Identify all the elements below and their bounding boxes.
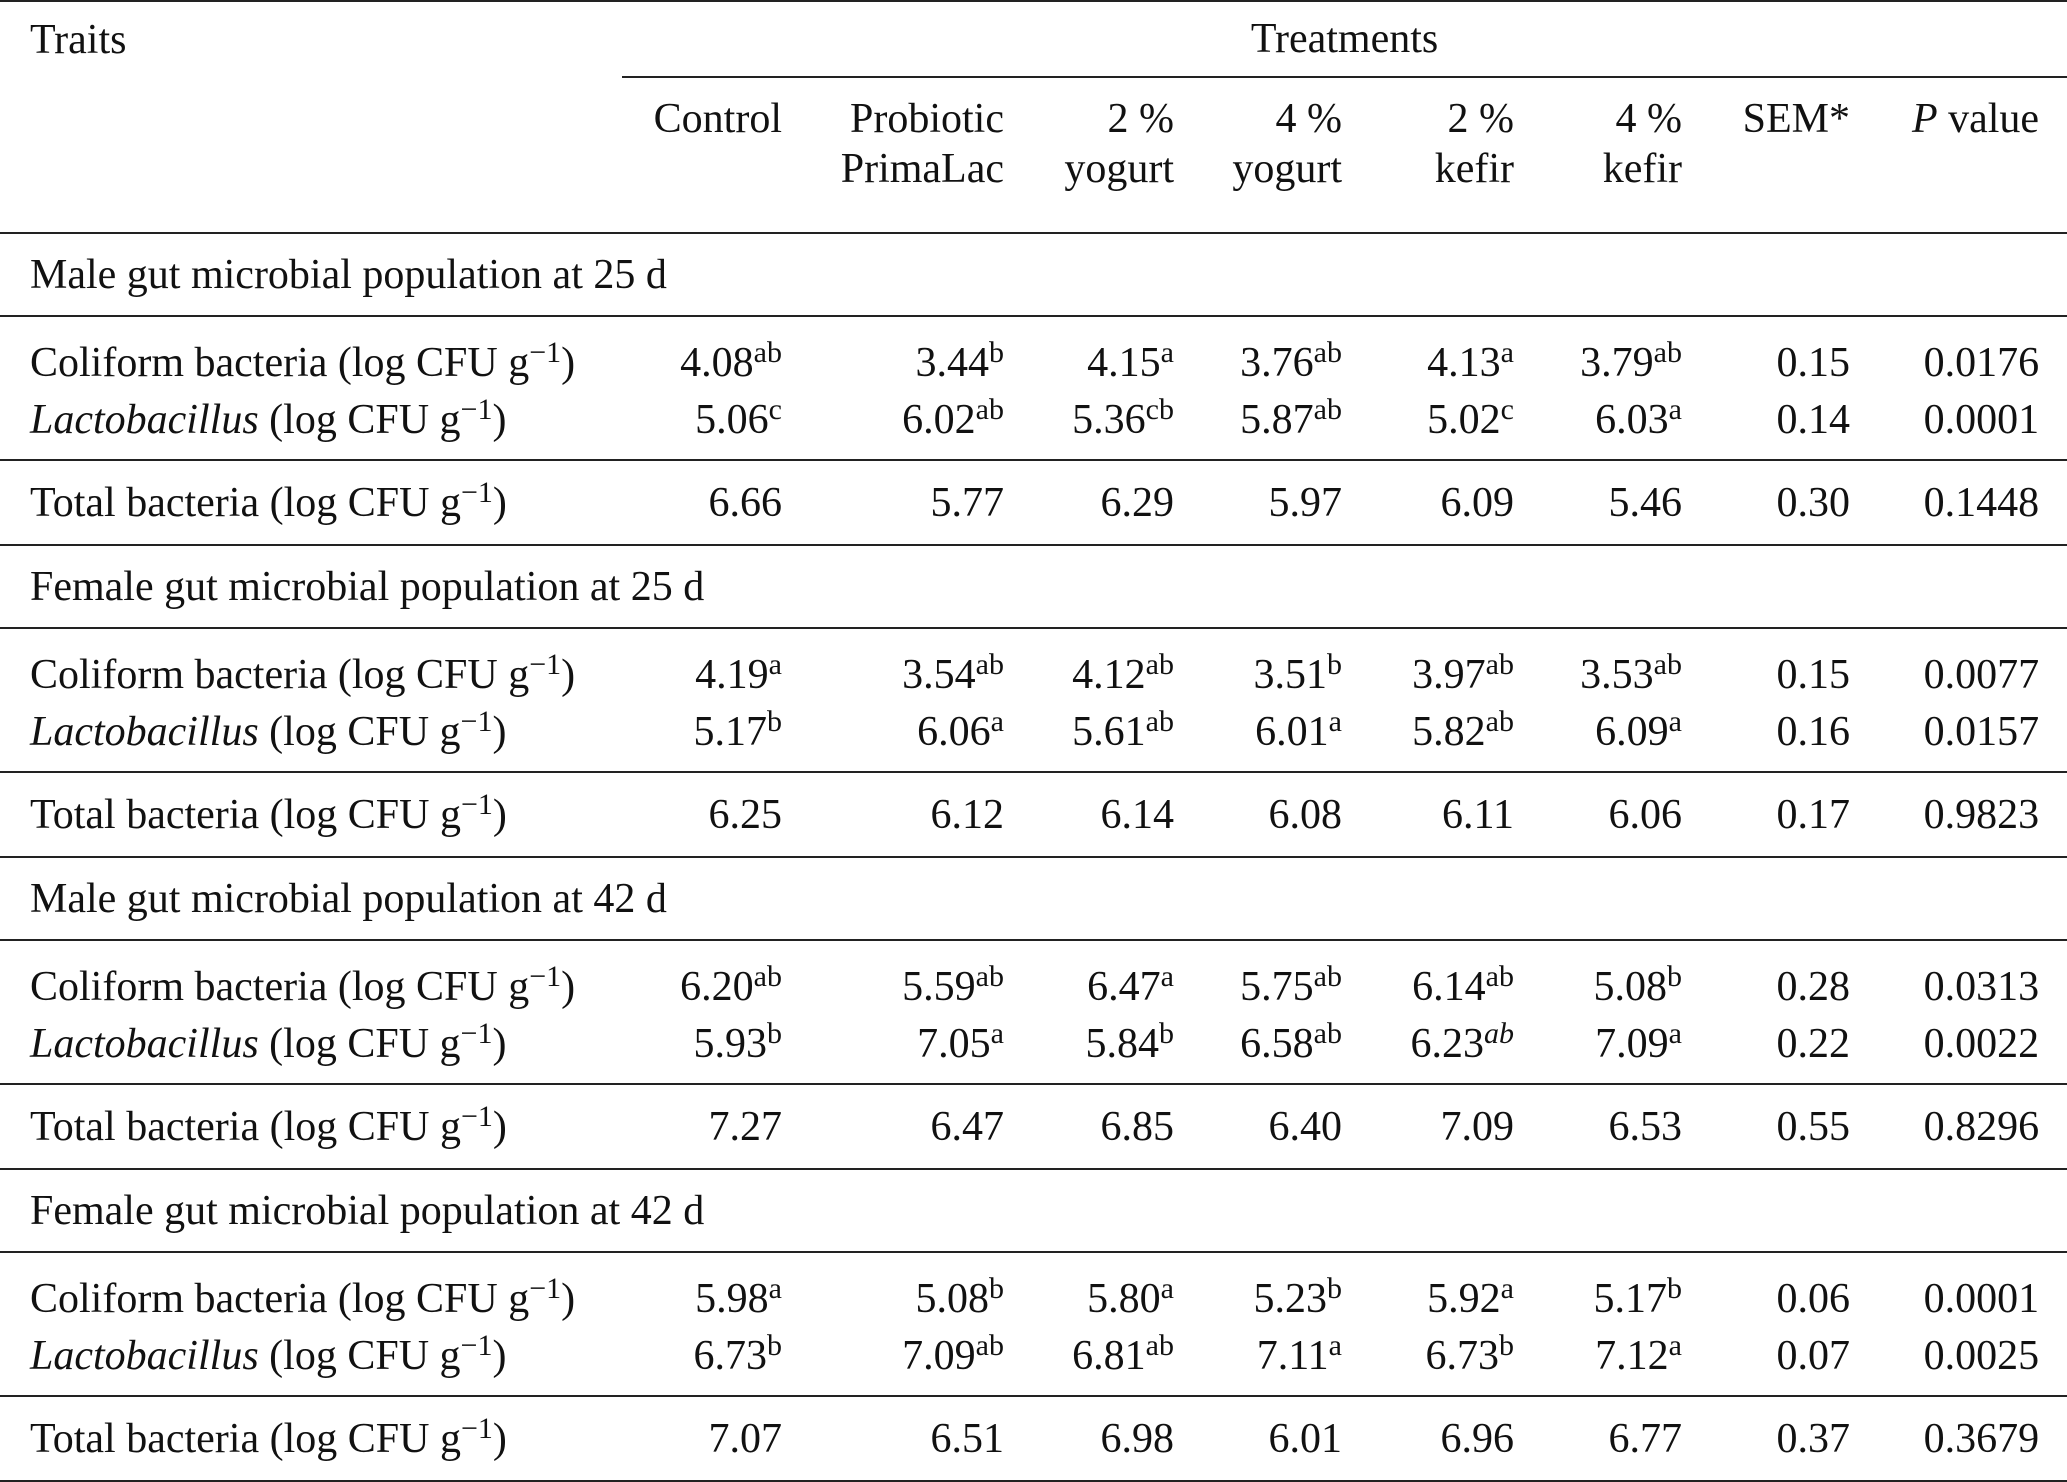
lactobacillus-value-cell: 6.09$^a$ [1595,705,1682,755]
table-row [0,1084,2067,1169]
lactobacillus-value-cell: 5.06$^c$ [695,393,782,443]
lactobacillus-value-cell: 0.0025 [1923,1333,2040,1379]
col-header-p-value: P value [1911,96,2040,142]
lactobacillus-trait-label: Lactobacillus (log CFU $g^{-1}$) [30,1017,507,1067]
table-row [0,772,2067,857]
section-title: Female gut microbial population at 25 d [30,563,705,610]
lactobacillus-value-cell: 5.87$^{ab}$ [1240,393,1342,443]
lactobacillus-value-cell: 0.22 [1776,1021,1850,1067]
lactobacillus-trait-label: Lactobacillus (log CFU $g^{-1}$) [30,1329,507,1379]
lactobacillus-value-cell: 5.61$^{ab}$ [1072,705,1174,755]
total-value-cell: 6.06 [1608,791,1682,838]
total-value-cell: 7.07 [708,1415,782,1462]
coliform-value-cell: 4.13$^a$ [1427,336,1514,386]
table-row [0,1396,2067,1481]
total-value-cell: 6.09 [1440,479,1514,526]
lactobacillus-value-cell: 7.09$^{ab}$ [902,1329,1004,1379]
coliform-value-cell: 5.75$^{ab}$ [1240,960,1342,1010]
coliform-value-cell: 5.92$^a$ [1427,1272,1514,1322]
total-value-cell: 0.9823 [1923,791,2040,838]
coliform-value-cell: 5.08$^b$ [1593,960,1682,1010]
total-value-cell: 5.77 [930,479,1004,526]
lactobacillus-value-cell: 0.0157 [1923,709,2040,755]
coliform-value-cell: 0.0001 [1923,1276,2040,1322]
coliform-value-cell: 3.54$^{ab}$ [902,648,1004,698]
coliform-value-cell: 0.15 [1776,340,1850,386]
total-trait-label: Total bacteria (log CFU $g^{-1}$) [30,787,507,838]
coliform-trait-label: Coliform bacteria (log CFU $g^{-1}$) [30,336,576,386]
section-title: Male gut microbial population at 25 d [30,251,667,298]
total-value-cell: 0.1448 [1923,479,2040,526]
coliform-value-cell: 4.12$^{ab}$ [1072,648,1174,698]
total-value-cell: 6.25 [708,791,782,838]
lactobacillus-value-cell: 6.01$^a$ [1255,705,1342,755]
coliform-value-cell: 6.47$^a$ [1087,960,1174,1010]
coliform-value-cell: 0.0176 [1923,340,2040,386]
total-value-cell: 6.66 [708,479,782,526]
lactobacillus-value-cell: 5.93$^b$ [693,1017,782,1067]
coliform-value-cell: 0.15 [1776,652,1850,698]
coliform-value-cell: 0.06 [1776,1276,1850,1322]
col-header-2-kefir: 2 % kefir [1434,96,1514,192]
table-row [0,707,2067,772]
col-header-probiotic: Probiotic PrimaLac [840,96,1004,192]
coliform-value-cell: 5.59$^{ab}$ [902,960,1004,1010]
coliform-value-cell: 3.79$^{ab}$ [1580,336,1682,386]
table-row [0,316,2067,395]
total-value-cell: 6.12 [930,791,1004,838]
table-row [0,395,2067,460]
treatments-header: Treatments [622,1,2067,77]
coliform-value-cell: 0.0313 [1923,964,2040,1010]
total-trait-label: Total bacteria (log CFU $g^{-1}$) [30,475,507,526]
lactobacillus-value-cell: 5.02$^c$ [1427,393,1514,443]
lactobacillus-value-cell: 5.84$^b$ [1085,1017,1174,1067]
lactobacillus-value-cell: 0.14 [1776,397,1850,443]
coliform-value-cell: 3.97$^{ab}$ [1412,648,1514,698]
lactobacillus-value-cell: 6.06$^a$ [917,705,1004,755]
col-header-2-yogurt: 2 % yogurt [1064,96,1174,192]
traits-header: Traits [30,16,127,63]
lactobacillus-value-cell: 7.12$^a$ [1595,1329,1682,1379]
lactobacillus-trait-label: Lactobacillus (log CFU $g^{-1}$) [30,705,507,755]
section-title: Female gut microbial population at 42 d [30,1187,705,1234]
coliform-value-cell: 4.19$^a$ [695,648,782,698]
total-value-cell: 6.98 [1100,1415,1174,1462]
total-value-cell: 7.09 [1440,1103,1514,1150]
total-value-cell: 5.46 [1608,479,1682,526]
coliform-value-cell: 4.08$^{ab}$ [680,336,782,386]
total-value-cell: 0.3679 [1923,1415,2040,1462]
lactobacillus-value-cell: 6.03$^a$ [1595,393,1682,443]
section-title: Male gut microbial population at 42 d [30,875,667,922]
lactobacillus-trait-label: Lactobacillus (log CFU $g^{-1}$) [30,393,507,443]
table-body [0,233,2067,1481]
total-value-cell: 6.77 [1608,1415,1682,1462]
coliform-value-cell: 0.0077 [1923,652,2040,698]
total-value-cell: 0.17 [1776,791,1850,838]
lactobacillus-value-cell: 7.11$^a$ [1256,1329,1342,1379]
lactobacillus-value-cell: 0.0022 [1923,1021,2040,1067]
coliform-value-cell: 0.28 [1776,964,1850,1010]
lactobacillus-value-cell: 5.82$^{ab}$ [1412,705,1514,755]
lactobacillus-value-cell: 6.81$^{ab}$ [1072,1329,1174,1379]
table-row [0,1019,2067,1084]
coliform-value-cell: 6.20$^{ab}$ [680,960,782,1010]
table-row [0,1252,2067,1331]
lactobacillus-value-cell: 6.58$^{ab}$ [1240,1017,1342,1067]
total-value-cell: 6.08 [1268,791,1342,838]
total-value-cell: 0.37 [1776,1415,1850,1462]
total-value-cell: 6.47 [930,1103,1004,1150]
coliform-value-cell: 5.98$^a$ [695,1272,782,1322]
total-value-cell: 6.96 [1440,1415,1514,1462]
lactobacillus-value-cell: 0.0001 [1923,397,2040,443]
col-header-4-yogurt: 4 % yogurt [1232,96,1342,192]
lactobacillus-value-cell: 0.16 [1776,709,1850,755]
total-value-cell: 7.27 [708,1103,782,1150]
total-value-cell: 6.51 [930,1415,1004,1462]
total-value-cell: 6.85 [1100,1103,1174,1150]
coliform-value-cell: 3.44$^b$ [915,336,1004,386]
total-value-cell: 6.53 [1608,1103,1682,1150]
coliform-value-cell: 4.15$^a$ [1087,336,1174,386]
total-value-cell: 6.14 [1100,791,1174,838]
lactobacillus-value-cell: 6.73$^b$ [1425,1329,1514,1379]
coliform-value-cell: 5.08$^b$ [915,1272,1004,1322]
coliform-trait-label: Coliform bacteria (log CFU $g^{-1}$) [30,1272,576,1322]
lactobacillus-value-cell: 7.05$^a$ [917,1017,1004,1067]
table-row [0,460,2067,545]
total-value-cell: 0.8296 [1923,1103,2040,1150]
col-header-sem: SEM* [1742,96,1850,142]
coliform-value-cell: 3.76$^{ab}$ [1240,336,1342,386]
coliform-value-cell: 5.80$^a$ [1087,1272,1174,1322]
total-trait-label: Total bacteria (log CFU $g^{-1}$) [30,1099,507,1150]
table-row [0,940,2067,1019]
total-value-cell: 6.29 [1100,479,1174,526]
total-value-cell: 5.97 [1268,479,1342,526]
table-row [0,628,2067,707]
col-header-control: Control [653,96,782,142]
total-value-cell: 0.55 [1776,1103,1850,1150]
total-value-cell: 0.30 [1776,479,1850,526]
total-value-cell: 6.01 [1268,1415,1342,1462]
table-row [0,1331,2067,1396]
coliform-value-cell: 5.23$^b$ [1253,1272,1342,1322]
total-trait-label: Total bacteria (log CFU $g^{-1}$) [30,1411,507,1462]
coliform-value-cell: 3.51$^b$ [1253,648,1342,698]
lactobacillus-value-cell: 5.17$^b$ [693,705,782,755]
coliform-value-cell: 5.17$^b$ [1593,1272,1682,1322]
coliform-trait-label: Coliform bacteria (log CFU $g^{-1}$) [30,960,576,1010]
lactobacillus-value-cell: 6.02$^{ab}$ [902,393,1004,443]
col-header-4-kefir: 4 % kefir [1602,96,1682,192]
coliform-value-cell: 6.14$^{ab}$ [1412,960,1514,1010]
lactobacillus-value-cell: 0.07 [1776,1333,1850,1379]
total-value-cell: 6.40 [1268,1103,1342,1150]
lactobacillus-value-cell: 5.36$^{cb}$ [1072,393,1174,443]
coliform-value-cell: 3.53$^{ab}$ [1580,648,1682,698]
lactobacillus-value-cell: 6.23$^{ab}$ [1410,1017,1514,1067]
lactobacillus-value-cell: 7.09$^a$ [1595,1017,1682,1067]
lactobacillus-value-cell: 6.73$^b$ [693,1329,782,1379]
total-value-cell: 6.11 [1442,791,1514,838]
coliform-trait-label: Coliform bacteria (log CFU $g^{-1}$) [30,648,576,698]
